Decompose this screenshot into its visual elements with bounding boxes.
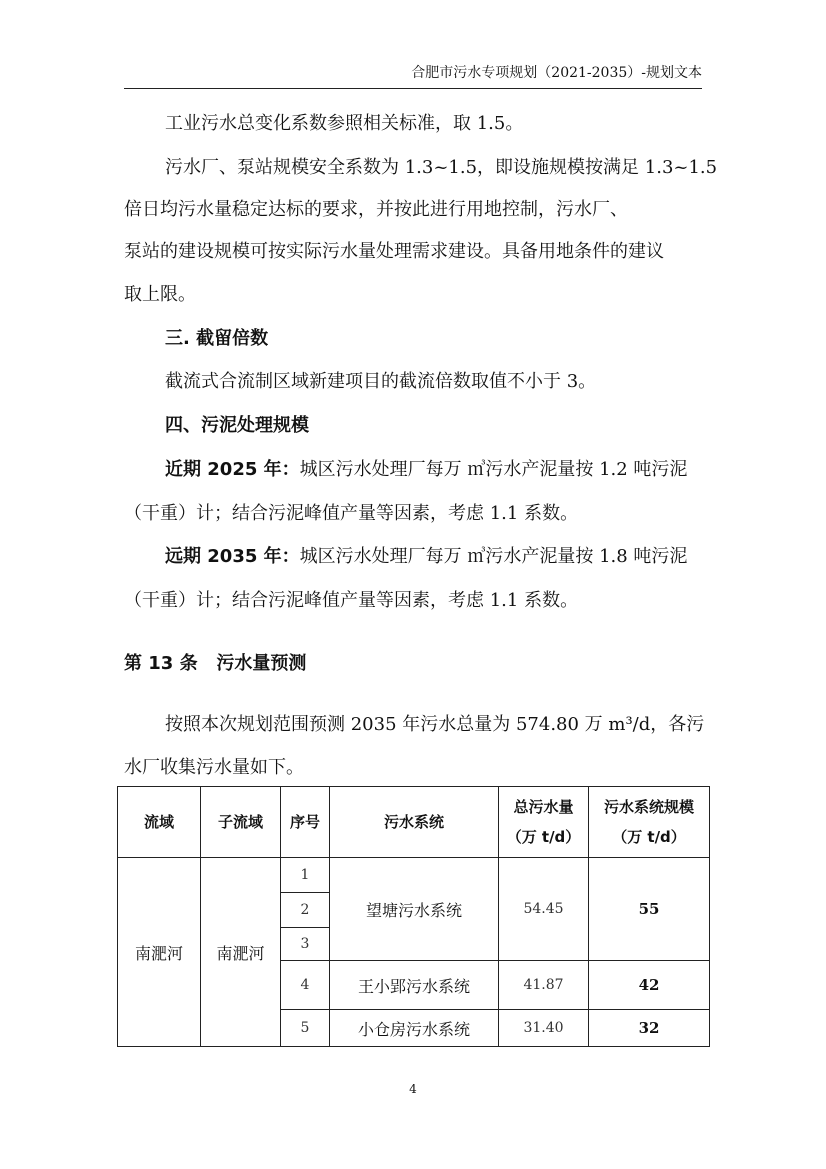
cell-total: 41.87 (499, 961, 589, 1010)
far-term-text: 城区污水处理厂每万 ㎥污水产泥量按 1.8 吨污泥 (299, 546, 688, 567)
header-sub-basin: 子流域 (201, 787, 281, 858)
header-title: 合肥市污水专项规划（2021-2035）-规划文本 (411, 65, 702, 81)
cell-scale: 32 (589, 1010, 710, 1047)
paragraph-safety-factor-line-1: 污水厂、泵站规模安全系数为 1.3~1.5，即设施规模按满足 1.3~1.5 (165, 157, 718, 178)
paragraph-far-term-line-2: （干重）计；结合污泥峰值产量等因素，考虑 1.1 系数。 (124, 590, 579, 611)
cell-sub-basin: 南淝河 (201, 858, 281, 1047)
cell-scale: 55 (589, 858, 710, 961)
table-header-row (118, 787, 710, 858)
near-term-text: 城区污水处理厂每万 ㎥污水产泥量按 1.2 吨污泥 (299, 459, 688, 480)
page-number: 4 (409, 1082, 417, 1096)
cell-seq: 3 (281, 928, 330, 961)
header-total-line-1: 总污水量 (513, 798, 574, 816)
section-heading-sludge: 四、污泥处理规模 (165, 415, 309, 436)
article-heading: 第 13 条 污水量预测 (124, 653, 307, 674)
cell-seq: 4 (281, 961, 330, 1010)
header-scale-line-2: （万 t/d） (612, 828, 686, 846)
cell-seq: 1 (281, 858, 330, 893)
header-scale-line-1: 污水系统规模 (603, 798, 694, 816)
header-system: 污水系统 (330, 787, 499, 858)
paragraph-near-term-line-1 (165, 458, 687, 482)
paragraph-safety-factor-line-2: 倍日均污水量稳定达标的要求，并按此进行用地控制，污水厂、 (124, 199, 628, 220)
paragraph-industrial-coefficient: 工业污水总变化系数参照相关标准，取 1.5。 (165, 113, 524, 134)
paragraph-forecast-line-2: 水厂收集污水量如下。 (124, 757, 304, 778)
paragraph-interception-ratio: 截流式合流制区域新建项目的截流倍数取值不小于 3。 (165, 371, 597, 392)
near-term-label: 近期 2025 年： (165, 459, 300, 480)
cell-system: 王小郢污水系统 (330, 961, 499, 1010)
paragraph-safety-factor-line-4: 取上限。 (124, 284, 196, 305)
cell-total: 54.45 (499, 858, 589, 961)
cell-system: 小仓房污水系统 (330, 1010, 499, 1047)
table-row (118, 858, 710, 893)
page-header (124, 58, 702, 89)
cell-seq: 2 (281, 893, 330, 928)
header-total-line-2: （万 t/d） (506, 828, 581, 846)
header-total (499, 787, 589, 858)
paragraph-forecast-line-1: 按照本次规划范围预测 2035 年污水总量为 574.80 万 m³/d，各污 (165, 714, 705, 735)
header-seq: 序号 (281, 787, 330, 858)
cell-seq: 5 (281, 1010, 330, 1047)
cell-system: 望塘污水系统 (330, 858, 499, 961)
header-basin: 流域 (118, 787, 201, 858)
header-scale (589, 787, 710, 858)
far-term-label: 远期 2035 年： (165, 546, 300, 567)
section-heading-interception: 三. 截留倍数 (165, 328, 269, 349)
paragraph-safety-factor-line-3: 泵站的建设规模可按实际污水量处理需求建设。具备用地条件的建议 (124, 241, 664, 262)
cell-basin: 南淝河 (118, 858, 201, 1047)
cell-total: 31.40 (499, 1010, 589, 1047)
cell-scale: 42 (589, 961, 710, 1010)
paragraph-near-term-line-2: （干重）计；结合污泥峰值产量等因素，考虑 1.1 系数。 (124, 503, 579, 524)
sewage-volume-table (117, 786, 710, 1047)
paragraph-far-term-line-1 (165, 545, 687, 569)
